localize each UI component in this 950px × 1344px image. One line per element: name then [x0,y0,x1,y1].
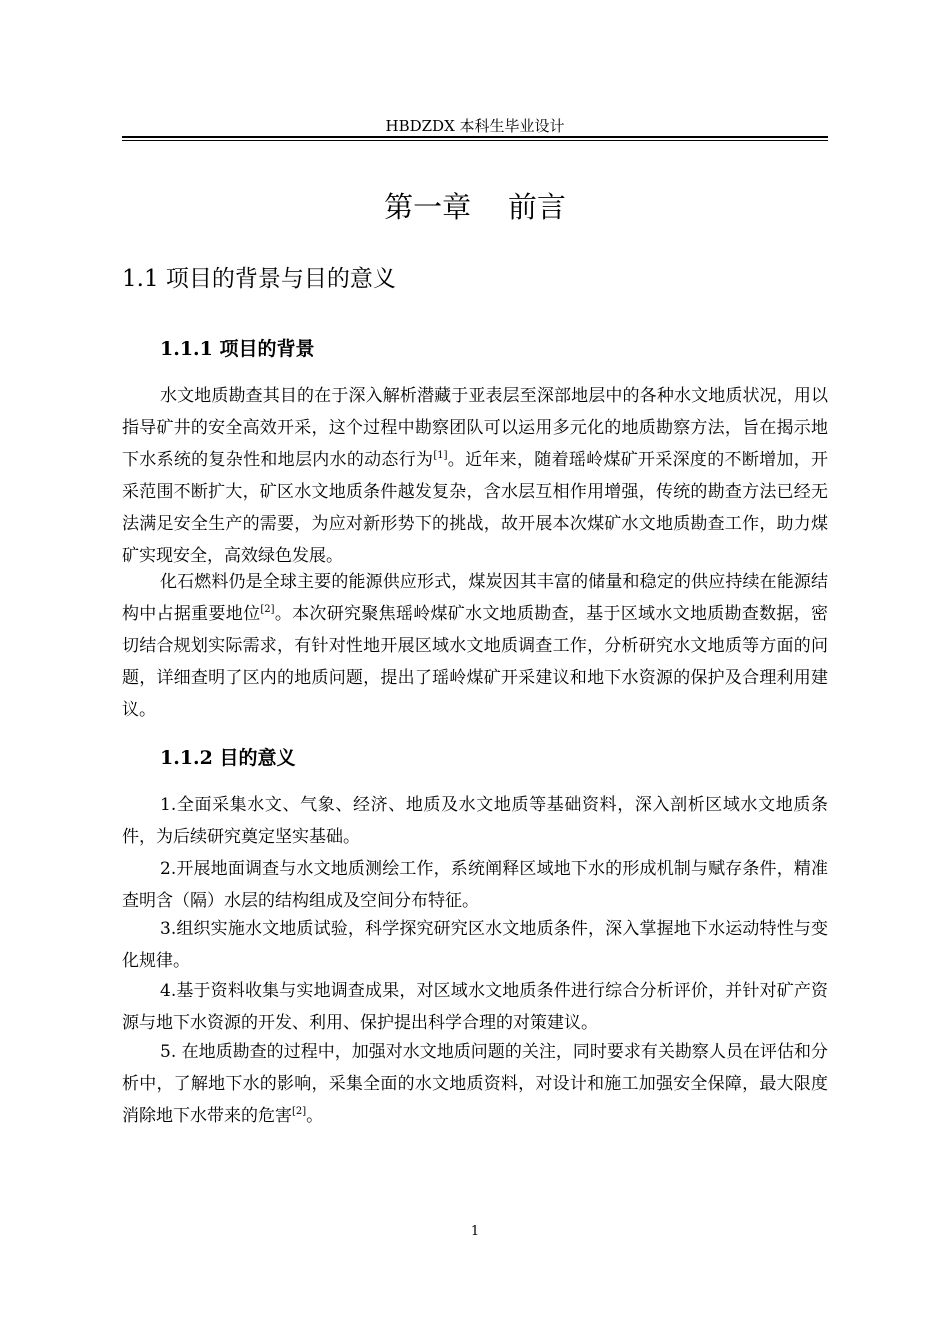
paragraph-text: 。 [306,1106,324,1126]
subsection-title-background: 1.1.1 项目的背景 [160,338,315,360]
list-item-4: 4.基于资料收集与实地调查成果，对区域水文地质条件进行综合分析评价，并针对矿产资源与地下水资源的开发、利用、保护提出科学合理的对策建议。 [122,981,828,1033]
chapter-title: 第一章 前言 [384,190,566,224]
section-title: 1.1 项目的背景与目的意义 [122,266,396,292]
paragraph-background-1 [122,380,828,572]
list-item-5 [122,1036,828,1132]
paragraph-background-2 [122,566,828,726]
citation-ref: [2] [260,604,275,615]
paragraph-text: 化石燃料仍是全球主要的能源供应形式，煤炭因其丰富的储量和稳定的供应持续在能源结构中占据重要地位 [122,572,828,624]
paragraph-text: 。本次研究聚焦瑶岭煤矿水文地质勘查，基于区域水文地质勘查数据，密切结合规划实际需求，有针对性地开展区域水文地质调查工作，分析研究水文地质等方面的问题，详细查明了区内的地质问题，提出了瑶岭煤矿开采建议和地下水资源的保护及合理利用建议。 [122,604,829,720]
header-rule-thin [122,140,828,141]
paragraph-text: 。近年来，随着瑶岭煤矿开采深度的不断增加，开采范围不断扩大，矿区水文地质条件越发复杂，含水层互相作用增强，传统的勘查方法已经无法满足安全生产的需要，为应对新形势下的挑战，故开展本次煤矿水文地质勘查工作，助力煤矿实现安全，高效绿色发展。 [122,450,829,566]
list-item-2: 2.开展地面调查与水文地质测绘工作，系统阐释区域地下水的形成机制与赋存条件，精准查明含（隔）水层的结构组成及空间分布特征。 [122,859,828,911]
paragraph-text: 5. 在地质勘查的过程中，加强对水文地质问题的关注，同时要求有关勘察人员在评估和分析中，了解地下水的影响，采集全面的水文地质资料，对设计和施工加强安全保障，最大限度消除地下水带来的危害 [122,1042,828,1126]
list-item-3: 3.组织实施水文地质试验，科学探究研究区水文地质条件，深入掌握地下水运动特性与变化规律。 [122,919,828,971]
header-rule-thick [122,136,828,138]
running-header: HBDZDX 本科生毕业设计 [385,117,565,135]
paragraph-text: 水文地质勘查其目的在于深入解析潜藏于亚表层至深部地层中的各种水文地质状况，用以指导矿井的安全高效开采，这个过程中勘察团队可以运用多元化的地质勘察方法，旨在揭示地下水系统的复杂性和地层内水的动态行为 [122,386,828,470]
page-number: 1 [470,1224,480,1239]
subsection-title-significance: 1.1.2 目的意义 [160,747,296,769]
list-item-1: 1.全面采集水文、气象、经济、地质及水文地质等基础资料，深入剖析区域水文地质条件，为后续研究奠定坚实基础。 [122,795,828,847]
citation-ref: [1] [433,450,448,461]
citation-ref: [2] [292,1106,307,1117]
